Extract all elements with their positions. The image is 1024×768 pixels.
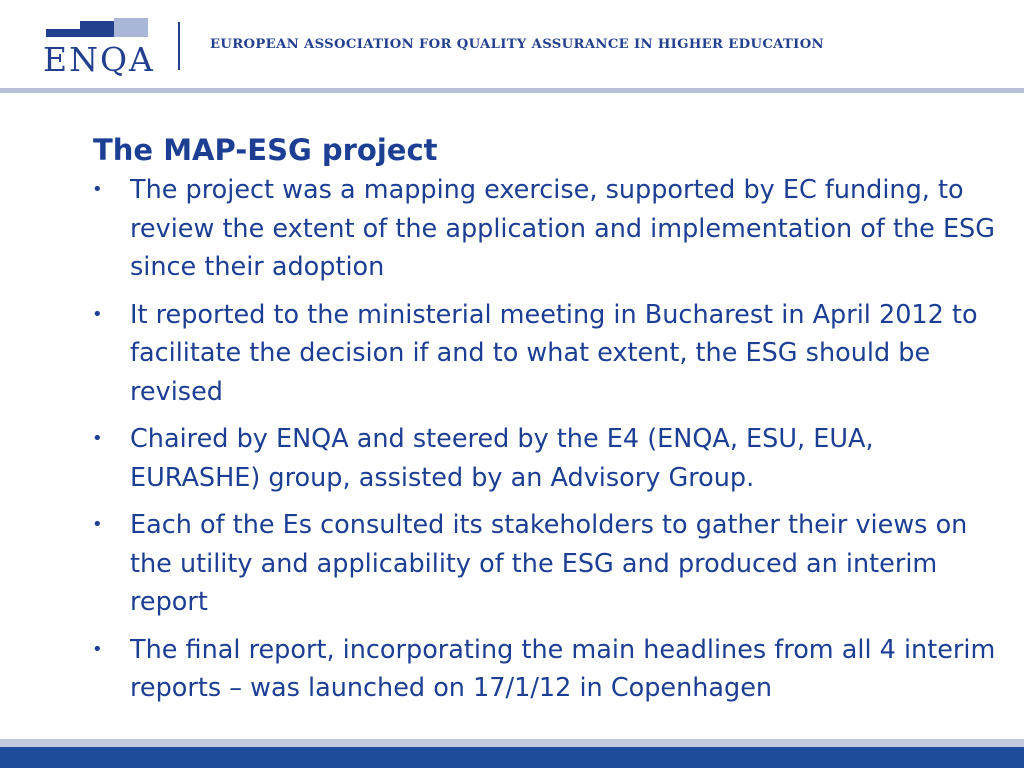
- header-divider: [178, 22, 180, 70]
- bullet-item: [93, 171, 1008, 287]
- bullet-text: It reported to the ministerial meeting in Bucharest in April 2012 to facilitate the decision if and to what extent, the ESG should be revised: [130, 299, 978, 407]
- organization-name: EUROPEAN ASSOCIATION FOR QUALITY ASSURANCE IN HIGHER EDUCATION: [210, 37, 824, 52]
- bullet-item: [93, 631, 1008, 708]
- bullet-dot-icon: •: [92, 303, 103, 325]
- bullet-dot-icon: •: [92, 514, 103, 535]
- bullet-item: [93, 506, 1008, 622]
- bullet-text: The final report, incorporating the main headlines from all 4 interim reports – was launched on 17/1/12 in Copenhagen: [130, 634, 996, 703]
- bullet-dot-icon: •: [92, 179, 103, 200]
- header-rule: [0, 88, 1024, 93]
- logo-bar-short: [46, 29, 80, 37]
- bullet-dot-icon: •: [92, 638, 103, 660]
- bullet-item: [93, 296, 1008, 412]
- bullet-dot-icon: •: [92, 428, 103, 449]
- slide-title: The MAP-ESG project: [93, 133, 438, 167]
- footer-light-band: [0, 739, 1024, 747]
- bullet-text: The project was a mapping exercise, supported by EC funding, to review the extent of the application and implementation of the ESG since their adoption: [130, 175, 996, 282]
- logo-bar-tall: [114, 18, 148, 37]
- enqa-logo: [40, 18, 155, 79]
- bullet-item: [93, 420, 1008, 497]
- logo-text: ENQA: [43, 40, 155, 79]
- bullet-text: Each of the Es consulted its stakeholders to gather their views on the utility and applicability of the ESG and produced an interim report: [130, 510, 968, 617]
- bullet-list: [93, 171, 1008, 708]
- bullet-text: Chaired by ENQA and steered by the E4 (ENQA, ESU, EUA, EURASHE) group, assisted by an Advisory Group.: [130, 424, 874, 493]
- footer-dark-band: [0, 747, 1024, 768]
- slide-header: [0, 0, 1024, 88]
- slide-content: [93, 130, 1008, 717]
- logo-bar-middle: [80, 21, 114, 37]
